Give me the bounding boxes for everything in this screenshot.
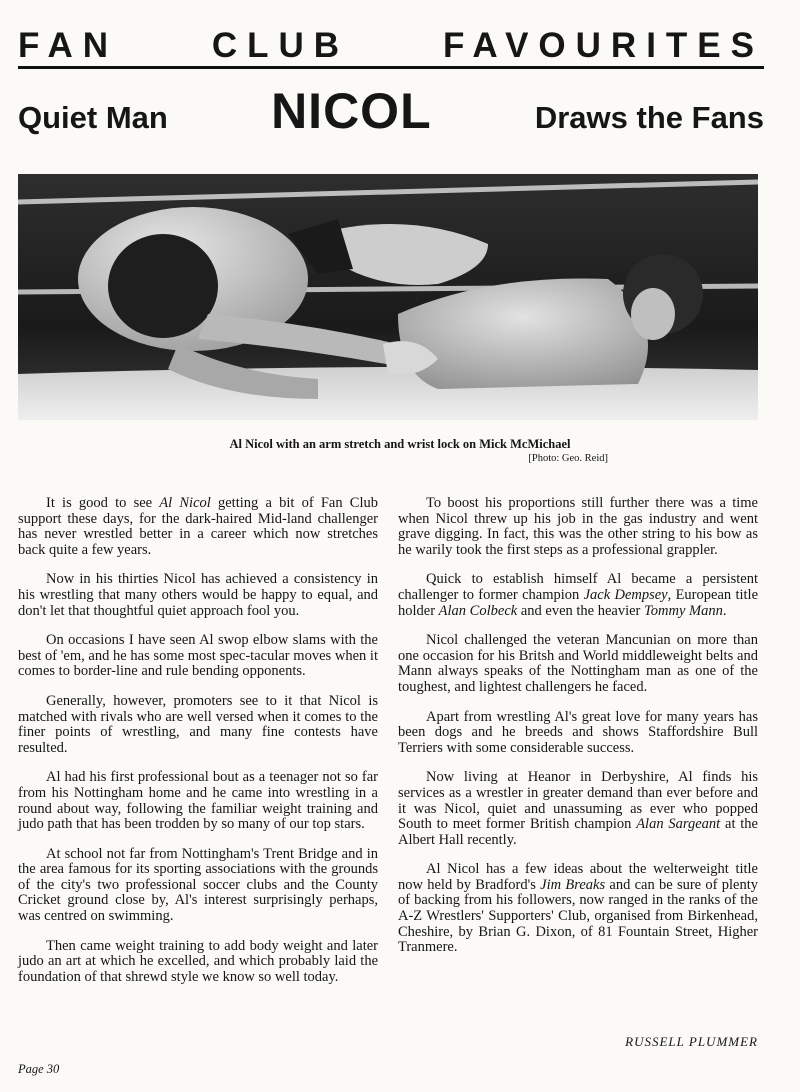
- headline: [18, 82, 764, 140]
- photo-illustration: [18, 174, 758, 420]
- paragraph: Al Nicol has a few ideas about the welterweight title now held by Bradford's Jim Breaks and can be sure of plenty of backing from his followers, now ranged in the ranks of the A-Z Wrestlers' Supporters' Club, organised from Birkenhead, Cheshire, by Brian G. Dixon, of 81 Fountain Street, Higher Tranmere.: [398, 861, 758, 956]
- paragraph: Apart from wrestling Al's great love for many years has been dogs and he breeds and shows Staffordshire Bull Terriers with some considerable success.: [398, 708, 758, 756]
- headline-part-1: Quiet Man: [18, 100, 168, 135]
- author-byline: RUSSELL PLUMMER: [625, 1034, 758, 1049]
- header-rule: [18, 66, 764, 69]
- paragraph: Then came weight training to add body weight and later judo an art at which he excelled, and which probably laid the foundation of that shrewd style we know so well today.: [18, 937, 378, 985]
- section-kicker: FAN CLUB FAVOURITES: [18, 26, 764, 65]
- paragraph: Quick to establish himself Al became a persistent challenger to former champion Jack Dempsey, European title holder Alan Colbeck and even the heavier Tommy Mann.: [398, 571, 759, 619]
- paragraph: Generally, however, promoters see to it that Nicol is matched with rivals who are well versed when it comes to the finer points of wrestling, and many fine contests have resulted.: [18, 692, 378, 756]
- paragraph: On occasions I have seen Al swop elbow slams with the best of 'em, and he has some most spec-tacular moves when it comes to border-line and rule bending opponents.: [18, 632, 378, 680]
- photo-caption: Al Nicol with an arm stretch and wrist lock on Mick McMichael: [229, 437, 571, 451]
- photo-credit: [Photo: Geo. Reid]: [528, 453, 608, 464]
- paragraph: Now living at Heanor in Derbyshire, Al finds his services as a wrestler in greater demand than ever before and it was Nicol, quiet and unassuming as ever who popped South to meet former British champion Alan Sargeant at the Albert Hall recently.: [398, 769, 758, 848]
- paragraph: Nicol challenged the veteran Mancunian on more than one occasion for his Britsh and World middleweight belts and Mann always speaks of the Nottingham man as one of the toughest, and lightest challengers he faced.: [398, 632, 758, 695]
- paragraph: Al had his first professional bout as a teenager not so far from his Nottingham home and he came into wrestling in a round about way, following the familiar weight training and judo path that has been trodden by so many of our top stars.: [18, 769, 378, 833]
- wrestling-photo: [18, 174, 758, 420]
- article-column-right: [398, 496, 758, 970]
- article-column-left: [18, 496, 378, 999]
- paragraph: It is good to see Al Nicol getting a bit of Fan Club support these days, for the dark-haired Mid-land challenger has never wrestled better in a career which now stretches back quite a few years.: [18, 495, 378, 558]
- page-number: Page 30: [18, 1062, 60, 1076]
- headline-name: NICOL: [271, 83, 432, 139]
- paragraph: To boost his proportions still further there was a time when Nicol threw up his job in the gas industry and went grave digging. In fact, this was the other string to his bow as he warily took the first steps as a professional grappler.: [398, 495, 758, 558]
- paragraph: At school not far from Nottingham's Trent Bridge and in the area famous for its sporting associations with the grounds of the city's two professional soccer clubs and the County Cricket ground close by, Al's interest surprisingly perhaps, was centred on swimming.: [18, 845, 378, 925]
- paragraph: Now in his thirties Nicol has achieved a consistency in his wrestling that many others would be happy to equal, and don't let that thoughtful quiet approach fool you.: [18, 571, 378, 619]
- headline-part-3: Draws the Fans: [534, 100, 764, 135]
